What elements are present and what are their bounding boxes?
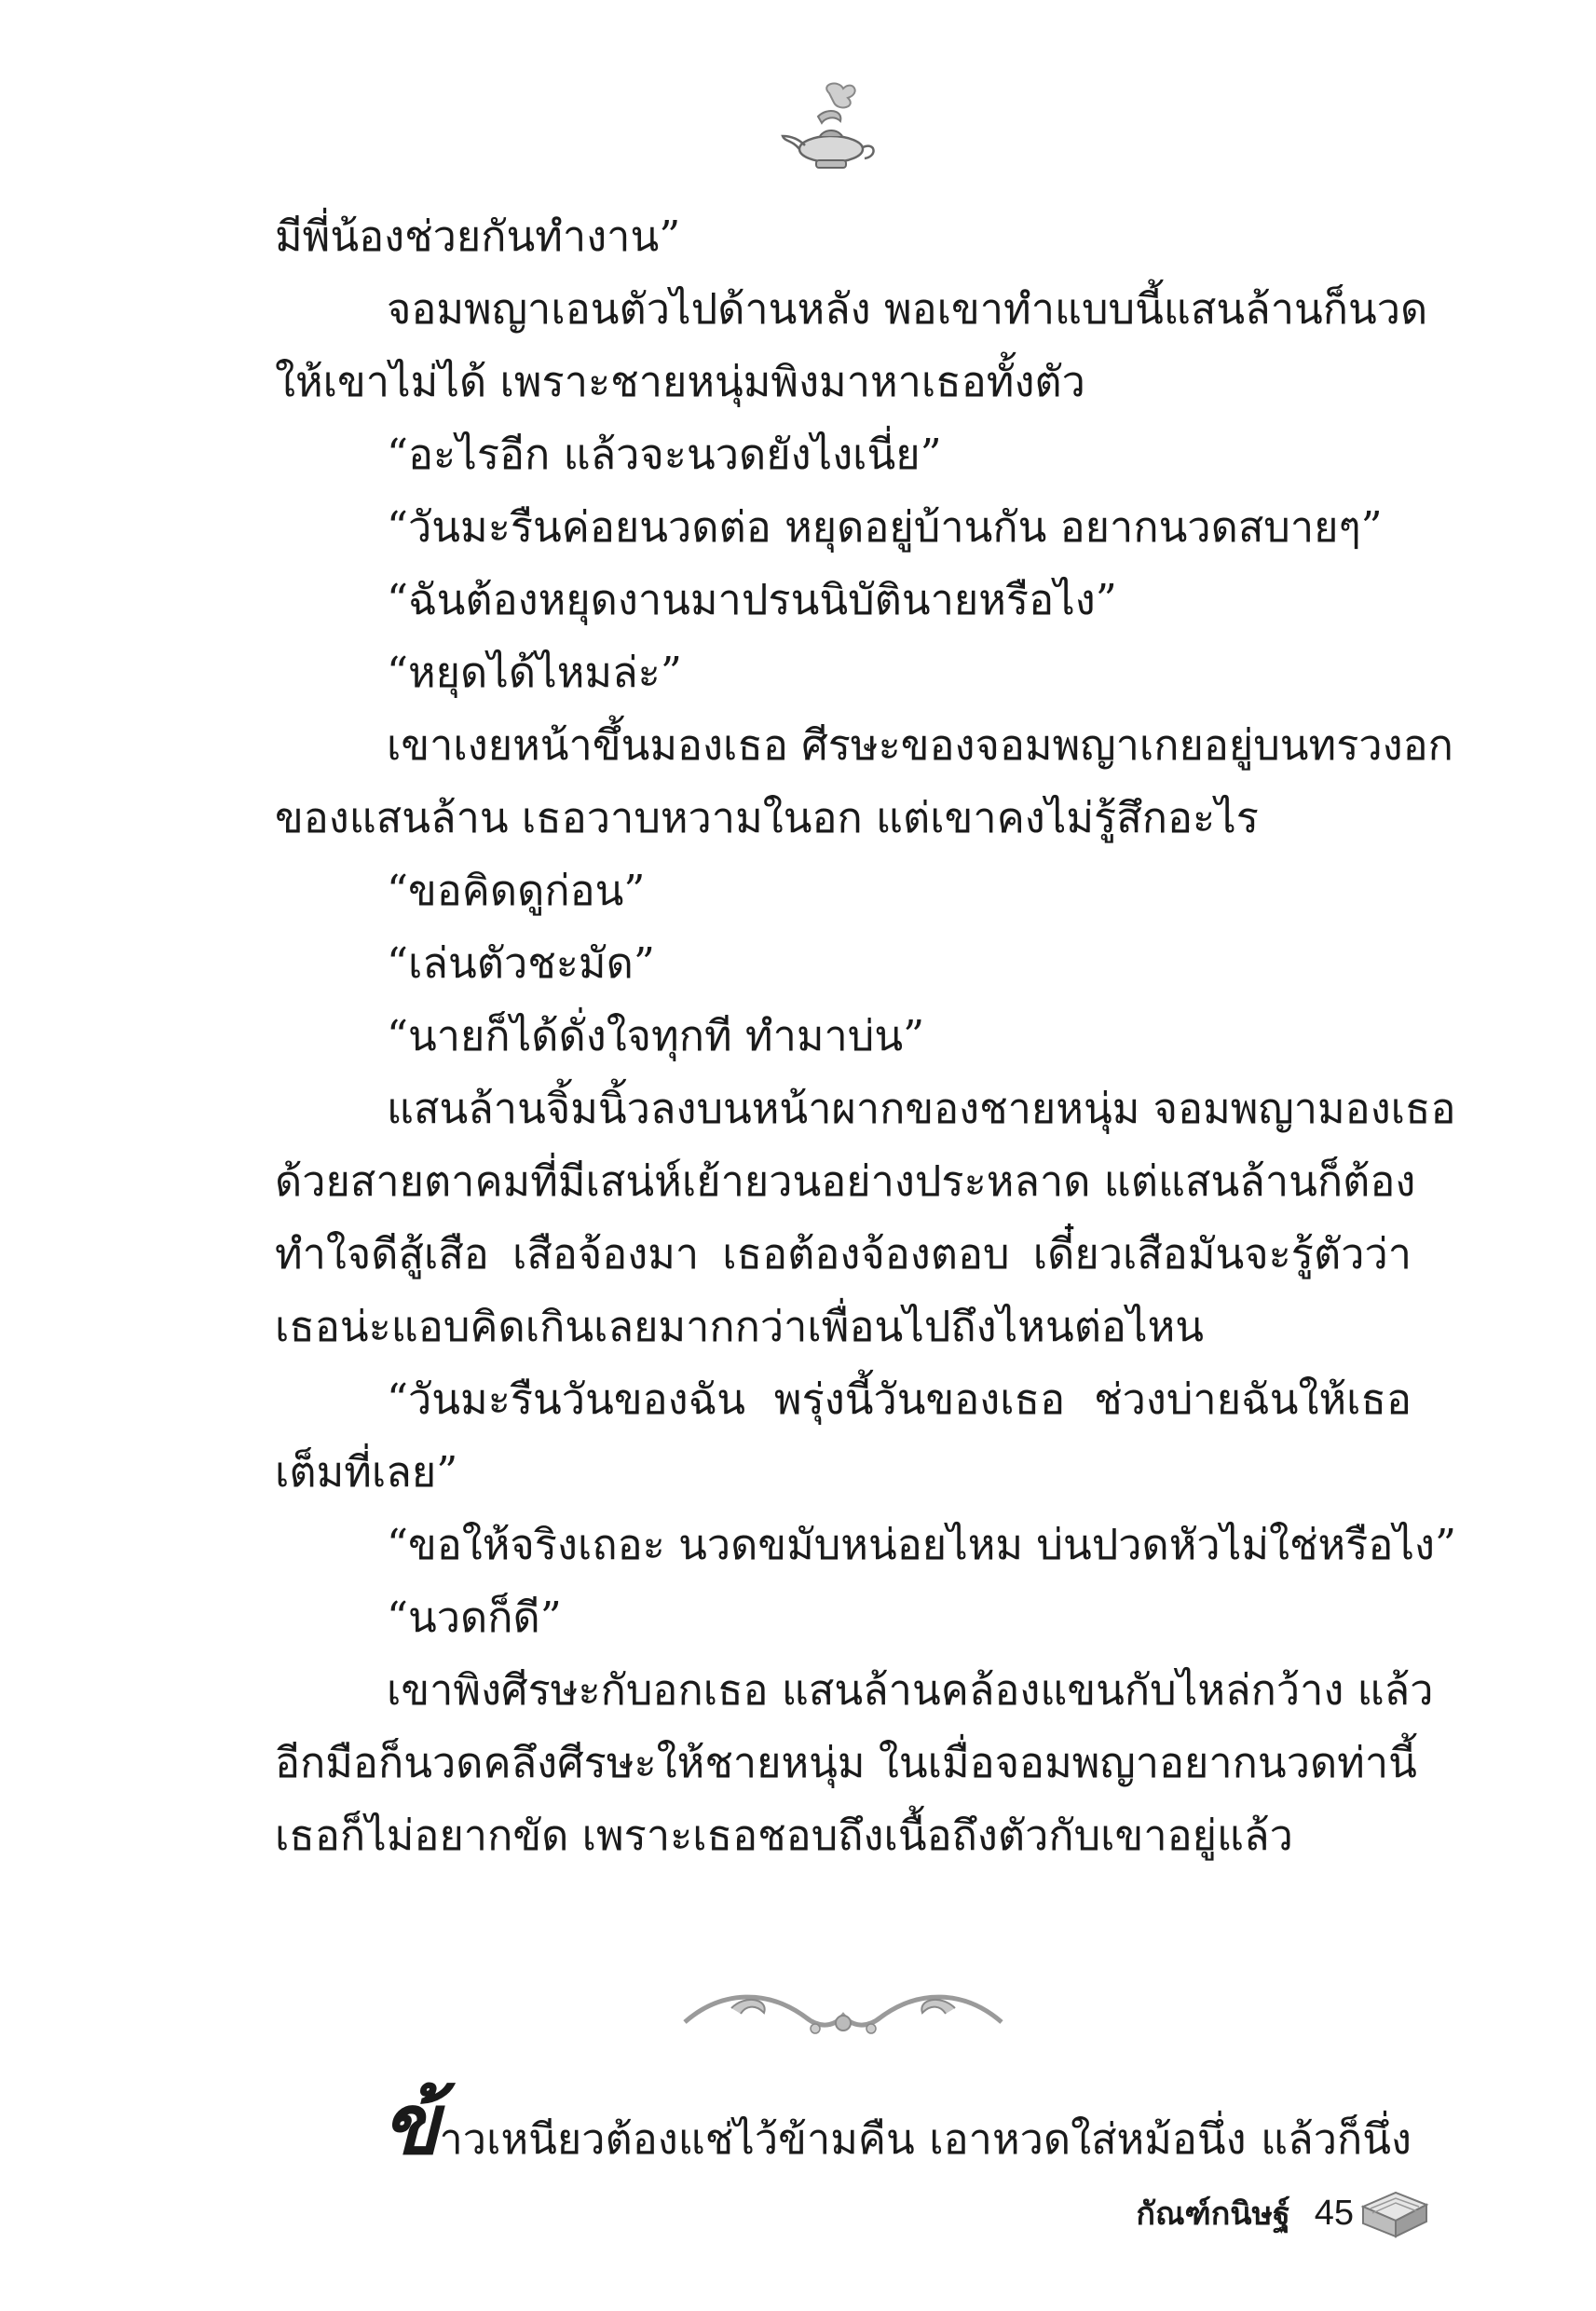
text-line: ทำใจดีสู้เสือ เสือจ้องมา เธอต้องจ้องตอบ เดี๋ยวเสือมันจะรู้ตัวว่า [275, 1229, 1412, 1279]
open-book-icon [1354, 2169, 1433, 2253]
text-line: เต็มที่เลย” [275, 1447, 458, 1497]
text-line: “วันมะรืนค่อยนวดต่อ หยุดอยู่บ้านกัน อยากนวดสบายๆ” [387, 502, 1383, 552]
text-line: “นวดก็ดี” [387, 1593, 562, 1642]
text-line: เธอน่ะแอบคิดเกินเลยมากกว่าเพื่อนไปถึงไหนต่อไหน [275, 1302, 1205, 1351]
magic-lamp-icon [773, 75, 885, 186]
drop-cap: ข้ [382, 2075, 440, 2174]
text-line: เขาพิงศีรษะกับอกเธอ แสนล้านคล้องแขนกับไหล่กว้าง แล้ว [387, 1665, 1434, 1715]
text-line: “วันมะรืนวันของฉัน พรุ่งนี้วันของเธอ ช่วงบ่ายฉันให้เธอ [387, 1374, 1412, 1424]
text-line: มีพี่น้องช่วยกันทำงาน” [275, 212, 681, 261]
text-line: “ฉันต้องหยุดงานมาปรนนิบัตินายหรือไง” [387, 575, 1117, 624]
section-opening-line [382, 2075, 1412, 2174]
text-line: แสนล้านจิ้มนิ้วลงบนหน้าผากของชายหนุ่ม จอมพญามองเธอ [387, 1084, 1456, 1133]
text-line: “ขอให้จริงเถอะ นวดขมับหน่อยไหม บ่นปวดหัวไม่ใช่หรือไง” [387, 1520, 1456, 1569]
section-opening-text: าวเหนียวต้องแช่ไว้ข้ามคืน เอาหวดใส่หม้อนึ่ง แล้วก็นึ่ง [439, 2114, 1412, 2164]
text-line: “หยุดได้ไหมล่ะ” [387, 648, 682, 697]
text-line: เธอก็ไม่อยากขัด เพราะเธอชอบถึงเนื้อถึงตัวกับเขาอยู่แล้ว [275, 1811, 1293, 1860]
book-title: กัณฑ์กนิษฐ์ [1136, 2195, 1290, 2233]
body-text [275, 200, 1456, 1872]
text-line: “นายก็ได้ดั่งใจทุกที ทำมาบ่น” [387, 1011, 925, 1060]
text-line: “เล่นตัวชะมัด” [387, 938, 655, 988]
text-line: “ขอคิดดูก่อน” [387, 866, 646, 915]
text-line: เขาเงยหน้าขึ้นมองเธอ ศีรษะของจอมพญาเกยอยู่บนทรวงอก [387, 720, 1453, 770]
text-line: “อะไรอีก แล้วจะนวดยังไงเนี่ย” [387, 430, 942, 479]
page-number: 45 [1314, 2193, 1354, 2233]
floral-divider-icon [666, 1980, 1020, 2045]
text-line: ด้วยสายตาคมที่มีเสน่ห์เย้ายวนอย่างประหลาด แต่แสนล้านก็ต้อง [275, 1156, 1416, 1206]
text-line: ของแสนล้าน เธอวาบหวามในอก แต่เขาคงไม่รู้สึกอะไร [275, 793, 1259, 842]
text-line: อีกมือก็นวดคลึงศีรษะให้ชายหนุ่ม ในเมื่อจอมพญาอยากนวดท่านี้ [275, 1738, 1417, 1787]
text-line: จอมพญาเอนตัวไปด้านหลัง พอเขาทำแบบนี้แสนล้านก็นวด [387, 284, 1428, 334]
text-line: ให้เขาไม่ได้ เพราะชายหนุ่มพิงมาหาเธอทั้งตัว [275, 357, 1085, 406]
page-footer [1136, 2185, 1354, 2241]
